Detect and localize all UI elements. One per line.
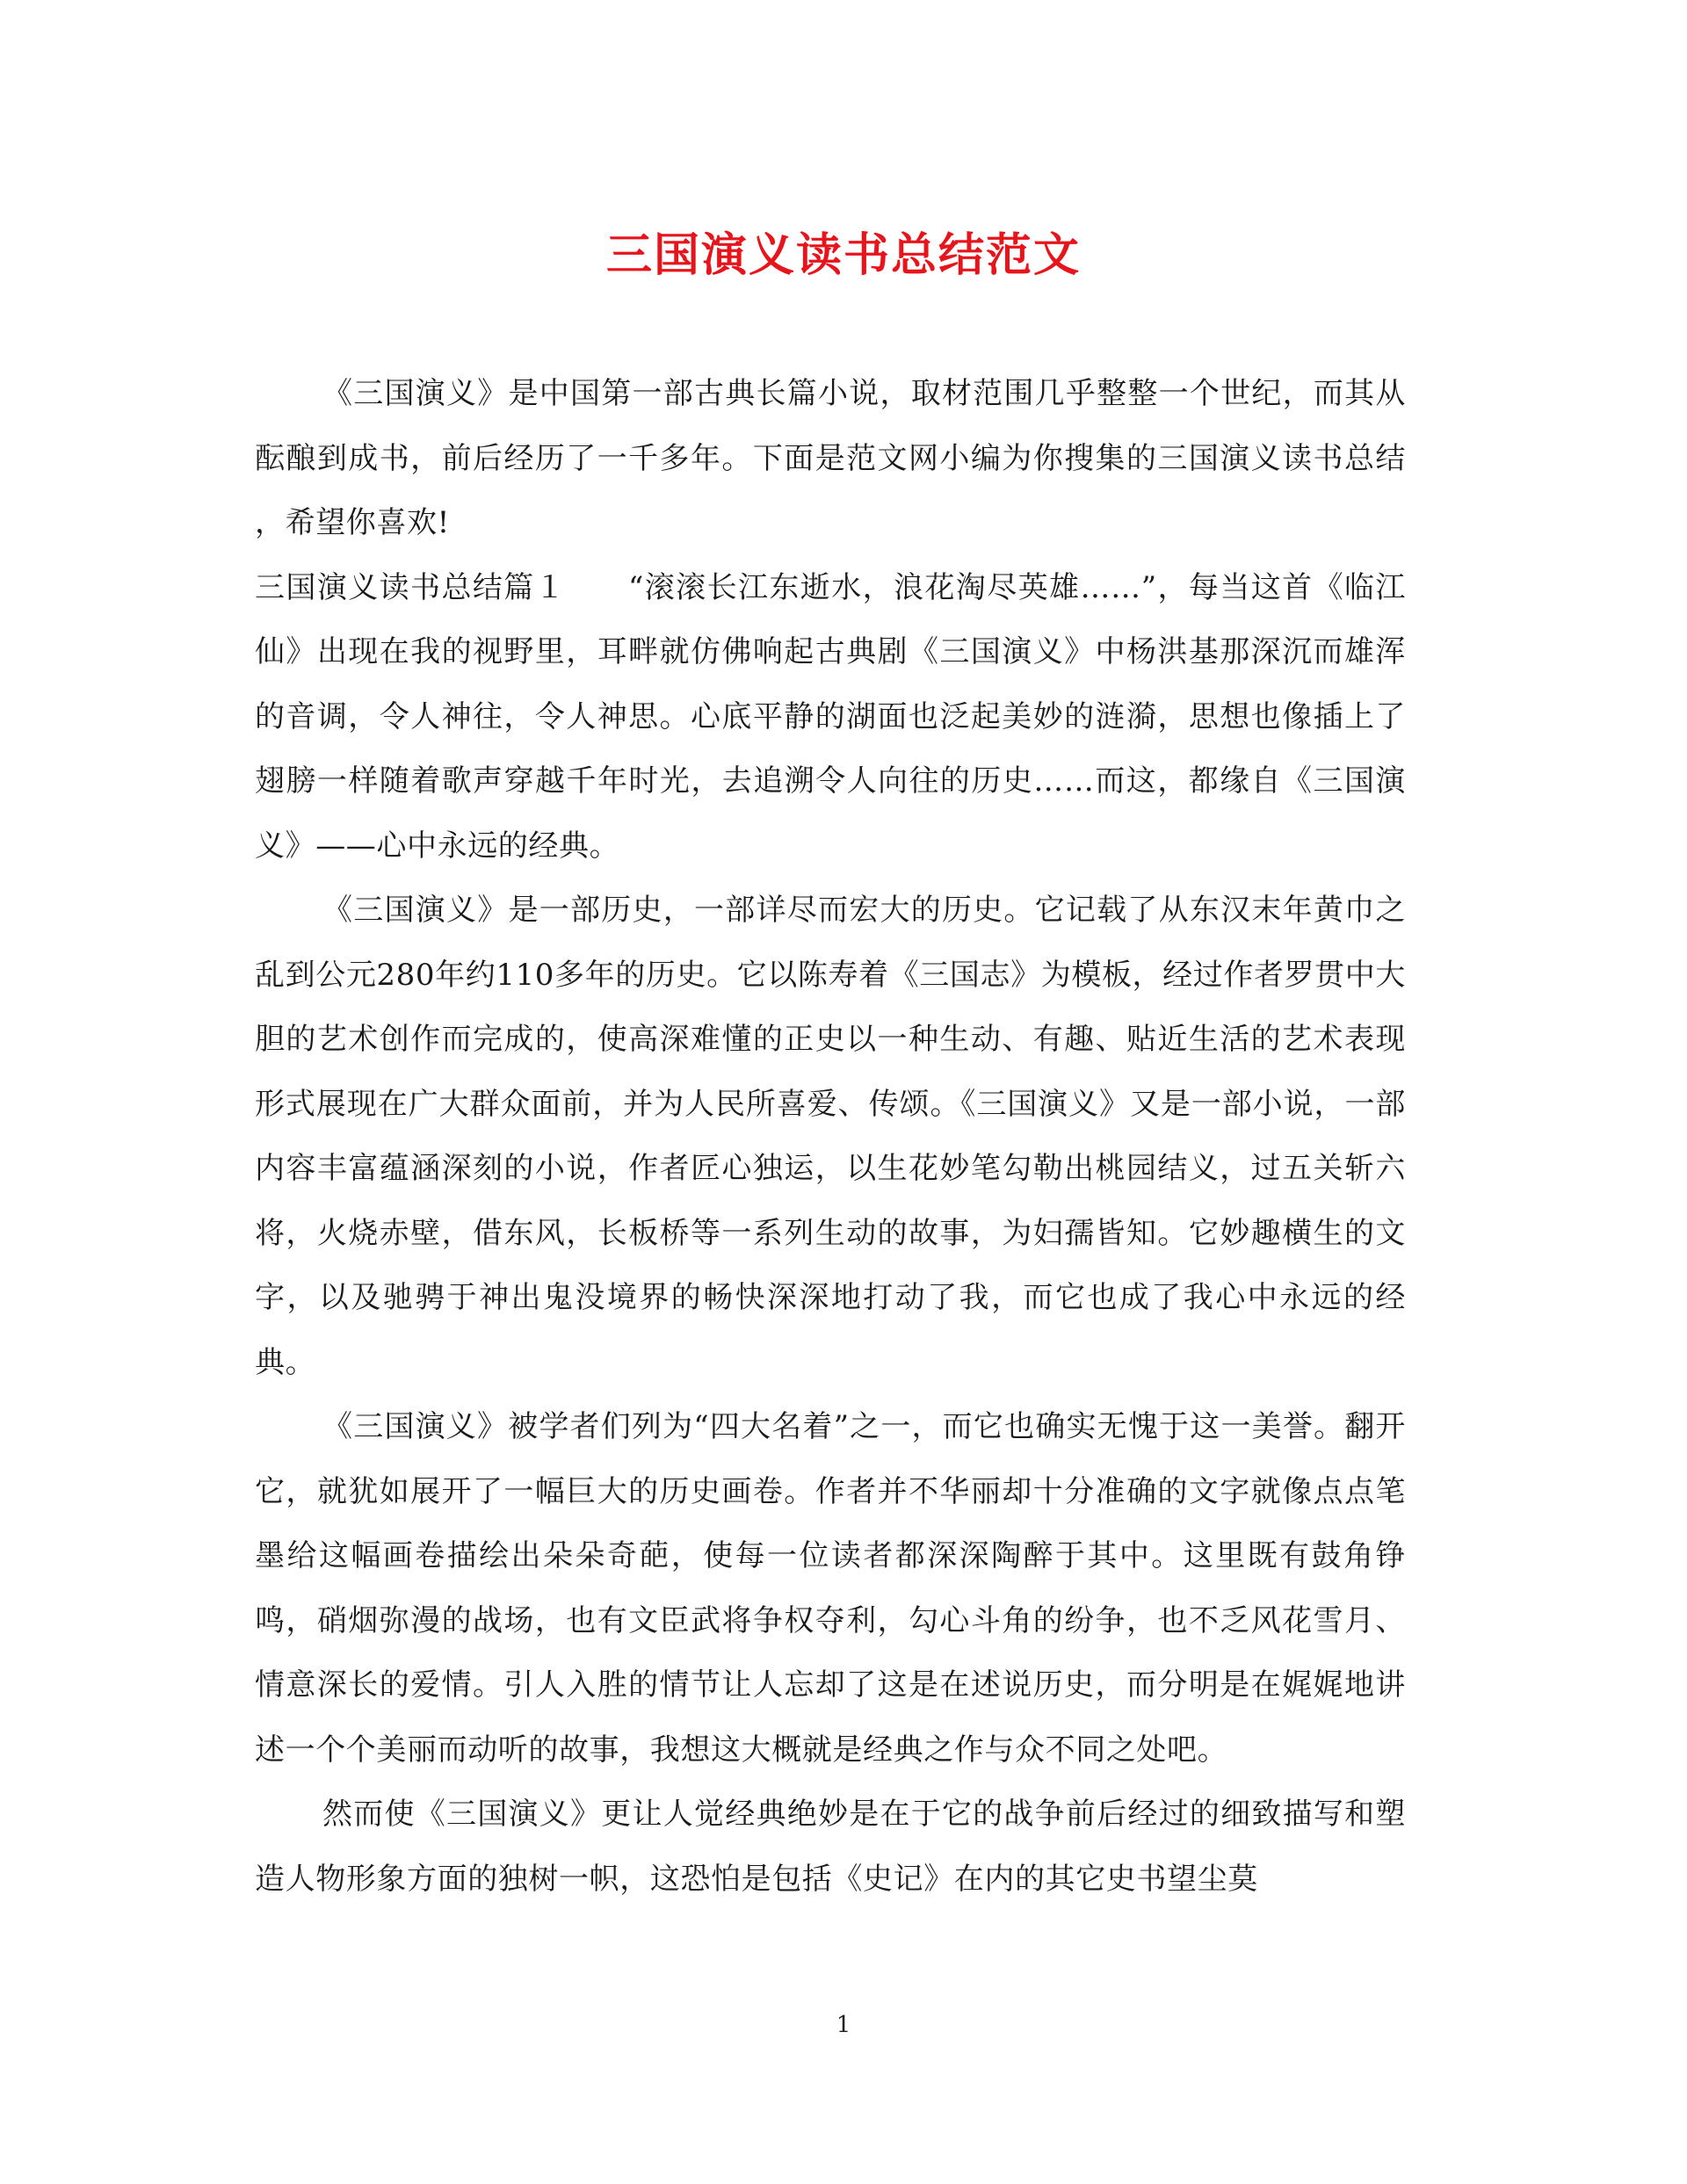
paragraph-intro: 《三国演义》是中国第一部古典长篇小说，取材范围几乎整整一个世纪，而其从酝酿到成书，前后经历了一千多年。下面是范文网小编为你搜集的三国演义读书总结 ，希望你喜欢!: [255, 376, 1406, 540]
paragraph-history: 《三国演义》是一部历史，一部详尽而宏大的历史。它记载了从东汉末年黄巾之乱到公元280年约110多年的历史。它以陈寿着《三国志》为模板，经过作者罗贯中大胆的艺术创作而完成的，使高深难懂的正史以一种生动、有趣、贴近生活的艺术表现形式展现在广大群众面前，并为人民所喜爱、传颂。《三国演义》又是一部小说，一部内容丰富蕴涵深刻的小说，作者匠心独运，以生花妙笔勾勒出桃园结义，过五关斩六将，火烧赤壁，借东风，长板桥等一系列生动的故事，为妇孺皆知。它妙趣横生的文字，以及驰骋于神出鬼没境界的畅快深深地打动了我，而它也成了我心中永远的经典。: [255, 893, 1406, 1380]
paragraph-part-1: 三国演义读书总结篇１ “滚滚长江东逝水，浪花淘尽英雄……”，每当这首《临江仙》出现在我的视野里，耳畔就仿佛响起古典剧《三国演义》中杨洪基那深沉而雄浑的音调，令人神往，令人神思。心底平静的湖面也泛起美妙的涟漪，思想也像插上了翅膀一样随着歌声穿越千年时光，去追溯令人向往的历史……而这，都缘自《三国演义》——心中永远的经典。: [255, 569, 1406, 864]
paragraph-war-description: 然而使《三国演义》更让人觉经典绝妙是在于它的战争前后经过的细致描写和塑造人物形象方面的独树一帜，这恐怕是包括《史记》在内的其它史书望尘莫: [255, 1797, 1406, 1897]
document-body: [255, 362, 1406, 1912]
paragraph-masterpiece: 《三国演义》被学者们列为“四大名着”之一，而它也确实无愧于这一美誉。翻开它，就犹如展开了一幅巨大的历史画卷。作者并不华丽却十分准确的文字就像点点笔墨给这幅画卷描绘出朵朵奇葩，使每一位读者都深深陶醉于其中。这里既有鼓角铮鸣，硝烟弥漫的战场，也有文臣武将争权夺利，勾心斗角的纷争，也不乏风花雪月、情意深长的爱情。引人入胜的情节让人忘却了这是在述说历史，而分明是在娓娓地讲述一个个美丽而动听的故事，我想这大概就是经典之作与众不同之处吧。: [255, 1409, 1406, 1768]
page-number: 1: [836, 2012, 851, 2038]
document-title: 三国演义读书总结范文: [605, 228, 1081, 282]
